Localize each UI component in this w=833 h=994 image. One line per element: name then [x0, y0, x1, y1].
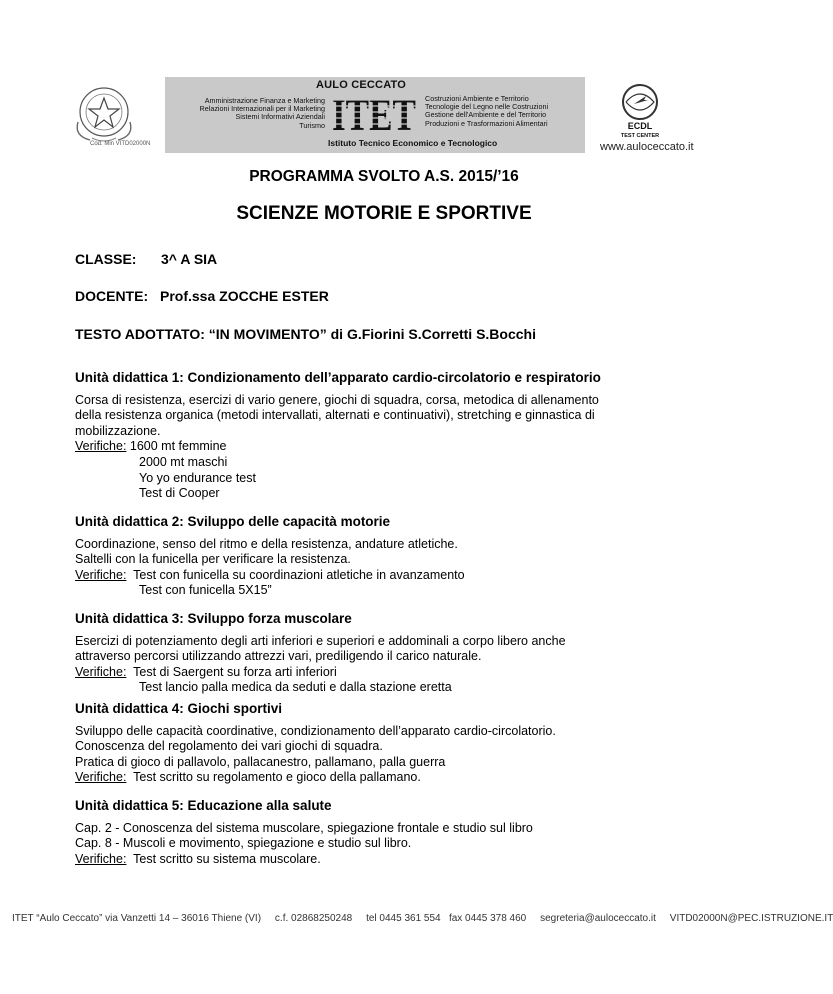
verifica-item: Test di Cooper — [139, 486, 220, 501]
docente-value: Prof.ssa ZOCCHE ESTER — [160, 288, 329, 304]
unit-section — [75, 611, 695, 696]
docente-label: DOCENTE: — [75, 288, 149, 304]
course-item: Relazioni Internazionali per il Marketing — [199, 104, 325, 114]
unit-text-line: Pratica di gioco di pallavolo, pallacanestro, pallamano, palla guerra — [75, 754, 446, 769]
unit-text-line: Corsa di resistenza, esercizi di vario genere, giochi di squadra, corsa, metodica di allenamento — [75, 392, 599, 407]
verifiche-line — [75, 439, 695, 455]
unit-text-line: Cap. 8 - Muscoli e movimento, spiegazione e studio sul libro. — [75, 836, 412, 851]
school-name: AULO CECCATO — [316, 79, 406, 91]
verifica-item: Test con funicella su coordinazioni atletiche in avanzamento — [133, 567, 465, 582]
verifiche-label: Verifiche: — [75, 567, 127, 582]
verifiche-label: Verifiche: — [75, 664, 127, 679]
unit-text-line: della resistenza organica (metodi intervallati, alternati e continuativi), stretching e ginnastica di — [75, 408, 595, 423]
course-item: Produzioni e Trasformazioni Alimentari — [425, 118, 548, 128]
verifiche-line — [75, 568, 695, 584]
ecdl-logo — [600, 80, 680, 140]
verifiche-label: Verifiche: — [75, 439, 127, 454]
school-code: Cod. Min VITD02000N — [90, 141, 151, 147]
unit-text-line: Cap. 2 - Conoscenza del sistema muscolare, spiegazione frontale e studio sul libro — [75, 820, 533, 835]
economic-courses-list — [180, 97, 325, 130]
page-footer: ITET “Aulo Ceccato” via Vanzetti 14 – 36016 Thiene (VI) c.f. 02868250248 tel 0445 361 554 fax 0445 378 460 segreteria@auloceccato.it VITD02000N@PEC.ISTRUZIONE.IT — [12, 913, 833, 924]
verifiche-label: Verifiche: — [75, 770, 127, 785]
verifica-item: 2000 mt maschi — [139, 454, 228, 469]
unit-text-line: mobilizzazione. — [75, 423, 161, 438]
institute-name: Istituto Tecnico Economico e Tecnologico — [328, 138, 498, 148]
unit-text-line: attraverso percorsi utilizzando attrezzi vari, prediligendo il carico naturale. — [75, 649, 482, 664]
verifica-item: Test con funicella 5X15” — [139, 583, 272, 598]
verifica-item: 1600 mt femmine — [129, 439, 227, 454]
course-item: Sistemi Informativi Aziendali — [235, 112, 325, 122]
verifica-item: Test scritto su sistema muscolare. — [133, 851, 321, 866]
verifica-item: Yo yo endurance test — [139, 470, 256, 485]
school-website: www.auloceccato.it — [600, 141, 694, 153]
course-item: Gestione dell'Ambiente e del Territorio — [425, 110, 547, 120]
course-item: Turismo — [299, 120, 325, 130]
unit-title: Unità didattica 2: Sviluppo delle capacità motorie — [75, 514, 391, 529]
verifiche-line — [75, 665, 695, 681]
verifiche-label: Verifiche: — [75, 851, 127, 866]
unit-text-line: Sviluppo delle capacità coordinative, condizionamento dell’apparato cardio-circolatorio. — [75, 723, 556, 738]
verifiche-line — [75, 770, 695, 786]
verifica-item: Test lancio palla medica da seduti e dalla stazione eretta — [139, 680, 452, 695]
unit-section — [75, 370, 695, 502]
unit-title: Unità didattica 5: Educazione alla salute — [75, 798, 332, 813]
ecdl-label: ECDL — [627, 121, 653, 131]
unit-title: Unità didattica 1: Condizionamento dell’apparato cardio-circolatorio e respiratorio — [75, 370, 601, 385]
classe-value: 3^ A SIA — [161, 251, 218, 267]
subject-title: SCIENZE MOTORIE E SPORTIVE — [236, 203, 532, 224]
unit-text-line: Saltelli con la funicella per verificare la resistenza. — [75, 552, 351, 567]
ecdl-test-center-label: TEST CENTER — [620, 133, 660, 139]
classe-label: CLASSE: — [75, 251, 137, 267]
unit-section — [75, 514, 695, 599]
itet-logo — [330, 89, 418, 140]
verifica-item: Test di Saergent su forza arti inferiori — [133, 664, 337, 679]
page-title: PROGRAMMA SVOLTO A.S. 2015/’16 — [249, 168, 519, 185]
unit-section — [75, 701, 695, 786]
unit-title: Unità didattica 4: Giochi sportivi — [75, 701, 283, 716]
unit-text-line: Coordinazione, senso del ritmo e della resistenza, andature atletiche. — [75, 536, 458, 551]
unit-title: Unità didattica 3: Sviluppo forza muscolare — [75, 611, 352, 626]
course-item: Tecnologie del Legno nelle Costruzioni — [425, 102, 549, 112]
textbook-info: TESTO ADOTTATO: “IN MOVIMENTO” di G.Fiorini S.Corretti S.Bocchi — [75, 326, 536, 342]
course-item: Costruzioni Ambiente e Territorio — [425, 94, 529, 103]
unit-text-line: Conoscenza del regolamento dei vari giochi di squadra. — [75, 739, 383, 754]
course-item: Amministrazione Finanza e Marketing — [204, 96, 325, 105]
technical-courses-list — [425, 95, 575, 128]
itet-logo-text: ITET — [332, 89, 416, 140]
verifica-item: Test scritto su regolamento e gioco della pallamano. — [133, 770, 421, 785]
unit-text-line: Esercizi di potenziamento degli arti inferiori e superiori e addominali a corpo libero anche — [75, 633, 566, 648]
unit-section — [75, 798, 695, 867]
verifiche-line — [75, 852, 695, 868]
